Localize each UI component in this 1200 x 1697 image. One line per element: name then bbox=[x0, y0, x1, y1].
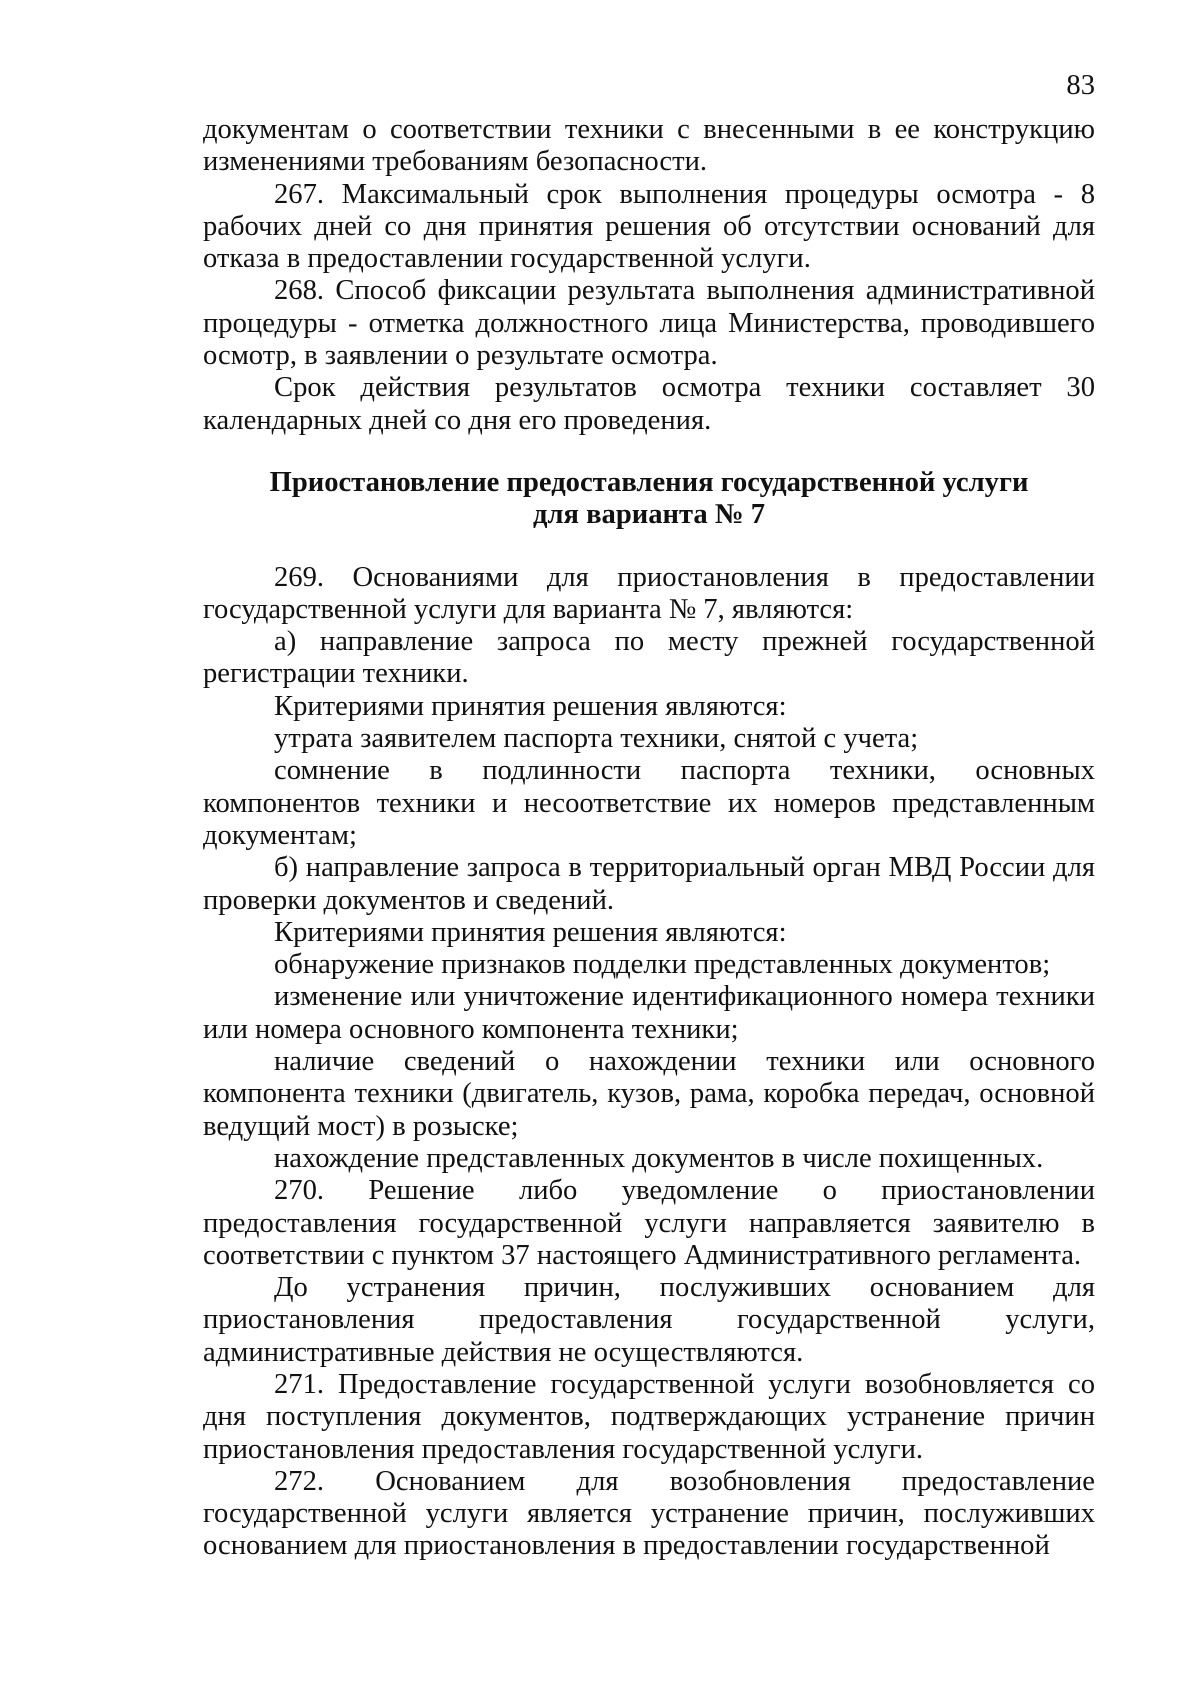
paragraph-criteria-a-1: утрата заявителем паспорта техники, снятой с учета; bbox=[274, 723, 919, 755]
paragraph-continuation: документам о соответствии техники с внесенными в ее конструкцию изменениями требованиям безопасности. bbox=[203, 114, 1095, 178]
page-number: 83 bbox=[1066, 70, 1095, 101]
paragraph-criteria-a: Критериями принятия решения являются: bbox=[274, 690, 787, 722]
paragraph-criteria-b: Критериями принятия решения являются: bbox=[274, 916, 787, 948]
section-heading-line-1: Приостановление предоставления государственной услуги bbox=[269, 466, 1029, 498]
paragraph-criteria-a-2: сомнение в подлинности паспорта техники, основных компонентов техники и несоответствие их номеров представленным документам; bbox=[203, 755, 1095, 851]
section-heading-line-2: для варианта № 7 bbox=[532, 499, 766, 531]
paragraph-criteria-b-3: наличие сведений о нахождении техники или основного компонента техники (двигатель, кузов, рама, коробка передач, основной ведущий мост) в розыске; bbox=[203, 1046, 1095, 1142]
paragraph-267: 267. Максимальный срок выполнения процедуры осмотра - 8 рабочих дней со дня принятия решения об отсутствии оснований для отказа в предоставлении государственной услуги. bbox=[203, 178, 1095, 275]
paragraph-270-continuation: До устранения причин, послуживших основанием для приостановления предоставления государственной услуги, административные действия не осуществляются. bbox=[203, 1272, 1095, 1368]
paragraph-criteria-b-1: обнаружение признаков подделки представленных документов; bbox=[274, 949, 1051, 981]
paragraph-validity-period: Срок действия результатов осмотра техники составляет 30 календарных дней со дня его проведения. bbox=[203, 372, 1095, 436]
paragraph-criteria-b-4: нахождение представленных документов в числе похищенных. bbox=[274, 1142, 1044, 1174]
paragraph-criteria-b-2: изменение или уничтожение идентификационного номера техники или номера основного компонента техники; bbox=[203, 981, 1095, 1045]
paragraph-269-a: а) направление запроса по месту прежней государственной регистрации техники. bbox=[203, 626, 1095, 690]
paragraph-269: 269. Основаниями для приостановления в предоставлении государственной услуги для варианта № 7, являются: bbox=[203, 561, 1095, 625]
paragraph-269-b: б) направление запроса в территориальный орган МВД России для проверки документов и сведений. bbox=[203, 852, 1095, 916]
paragraph-270: 270. Решение либо уведомление о приостановлении предоставления государственной услуги направляется заявителю в соответствии с пунктом 37 настоящего Административного регламента. bbox=[203, 1175, 1095, 1271]
section-heading bbox=[203, 437, 1095, 562]
paragraph-272: 272. Основанием для возобновления предоставление государственной услуги является устранение причин, послуживших основанием для приостановления в предоставлении государственной bbox=[203, 1465, 1095, 1562]
paragraph-271: 271. Предоставление государственной услуги возобновляется со дня поступления документов, подтверждающих устранение причин приостановления предоставления государственной услуги. bbox=[203, 1368, 1095, 1465]
paragraph-268: 268. Способ фиксации результата выполнения административной процедуры - отметка должностного лица Министерства, проводившего осмотр, в заявлении о результате осмотра. bbox=[203, 275, 1095, 372]
document-page bbox=[203, 70, 1095, 1563]
